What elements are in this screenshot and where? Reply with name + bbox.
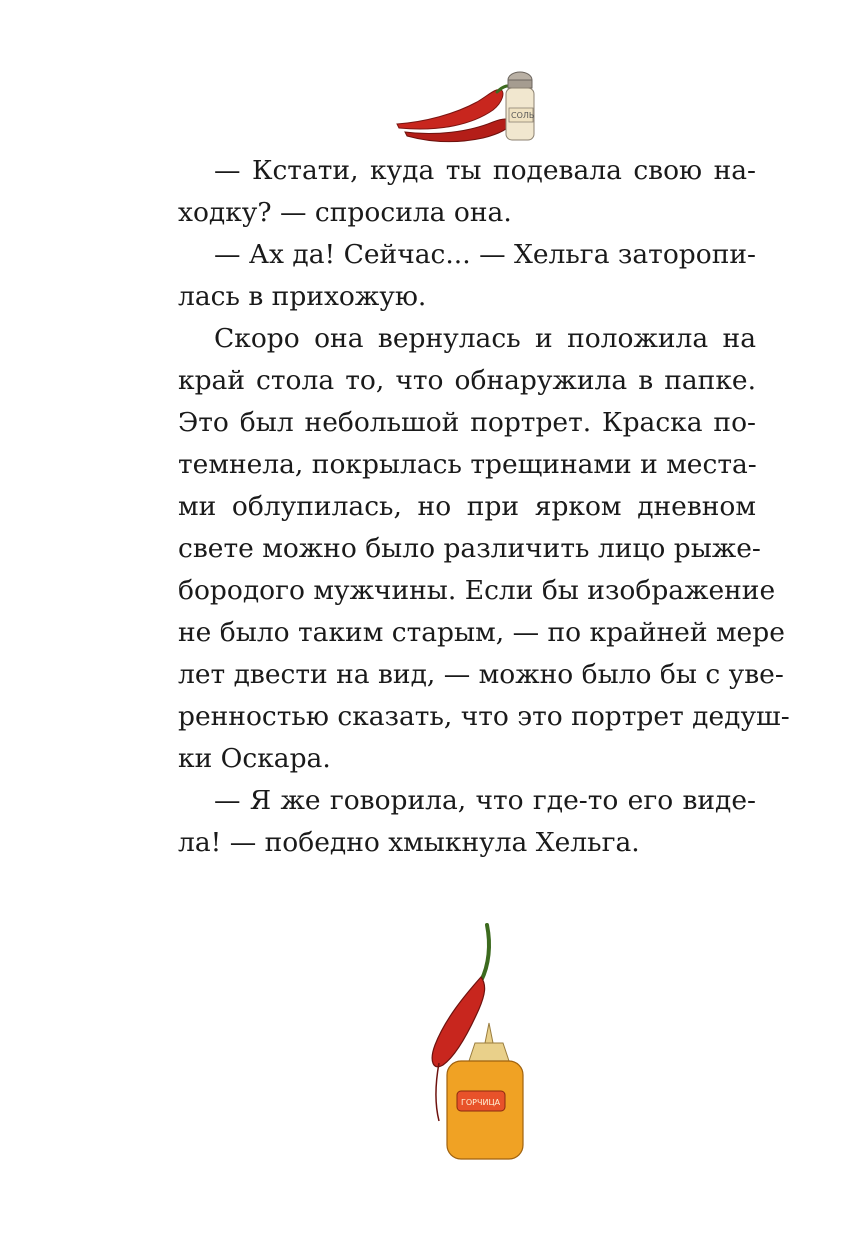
chili-pepper-and-salt-shaker-icon <box>385 62 545 152</box>
text-line: — Ах да! Сейчас... — Хельга заторопи- <box>214 239 756 270</box>
text-line: — Я же говорила, что где-то его виде- <box>214 785 756 816</box>
text-line: ходку? — спросила она. <box>178 197 512 228</box>
text-line: ла! — победно хмыкнула Хельга. <box>178 827 640 858</box>
text-line: лась в прихожую. <box>178 281 427 312</box>
text-line: край стола то, что обнаружила в папке. <box>178 365 756 396</box>
text-line: — Кстати, куда ты подевала свою на- <box>214 155 756 186</box>
body-text <box>178 150 790 864</box>
text-line: не было таким старым, — по крайней мере <box>178 617 785 648</box>
text-line: темнела, покрылась трещинами и места- <box>178 449 757 480</box>
text-line: ки Оскара. <box>178 743 331 774</box>
salt-label: СОЛЬ <box>511 111 535 120</box>
text-line: бородого мужчины. Если бы изображение <box>178 575 776 606</box>
text-line: Это был небольшой портрет. Краска по- <box>178 407 756 438</box>
salt-shaker-icon <box>506 72 534 140</box>
text-line: лет двести на вид, — можно было бы с уве- <box>178 659 784 690</box>
text-line: ми облупилась, но при ярком дневном <box>178 491 756 522</box>
chili-pepper-icon <box>397 90 503 129</box>
chili-pepper-and-mustard-bottle-icon <box>405 915 545 1170</box>
mustard-label: ГОРЧИЦА <box>461 1098 501 1107</box>
text-line: ренностью сказать, что это портрет дедуш- <box>178 701 790 732</box>
text-line: Скоро она вернулась и положила на <box>214 323 756 354</box>
text-line: свете можно было различить лицо рыже- <box>178 533 761 564</box>
